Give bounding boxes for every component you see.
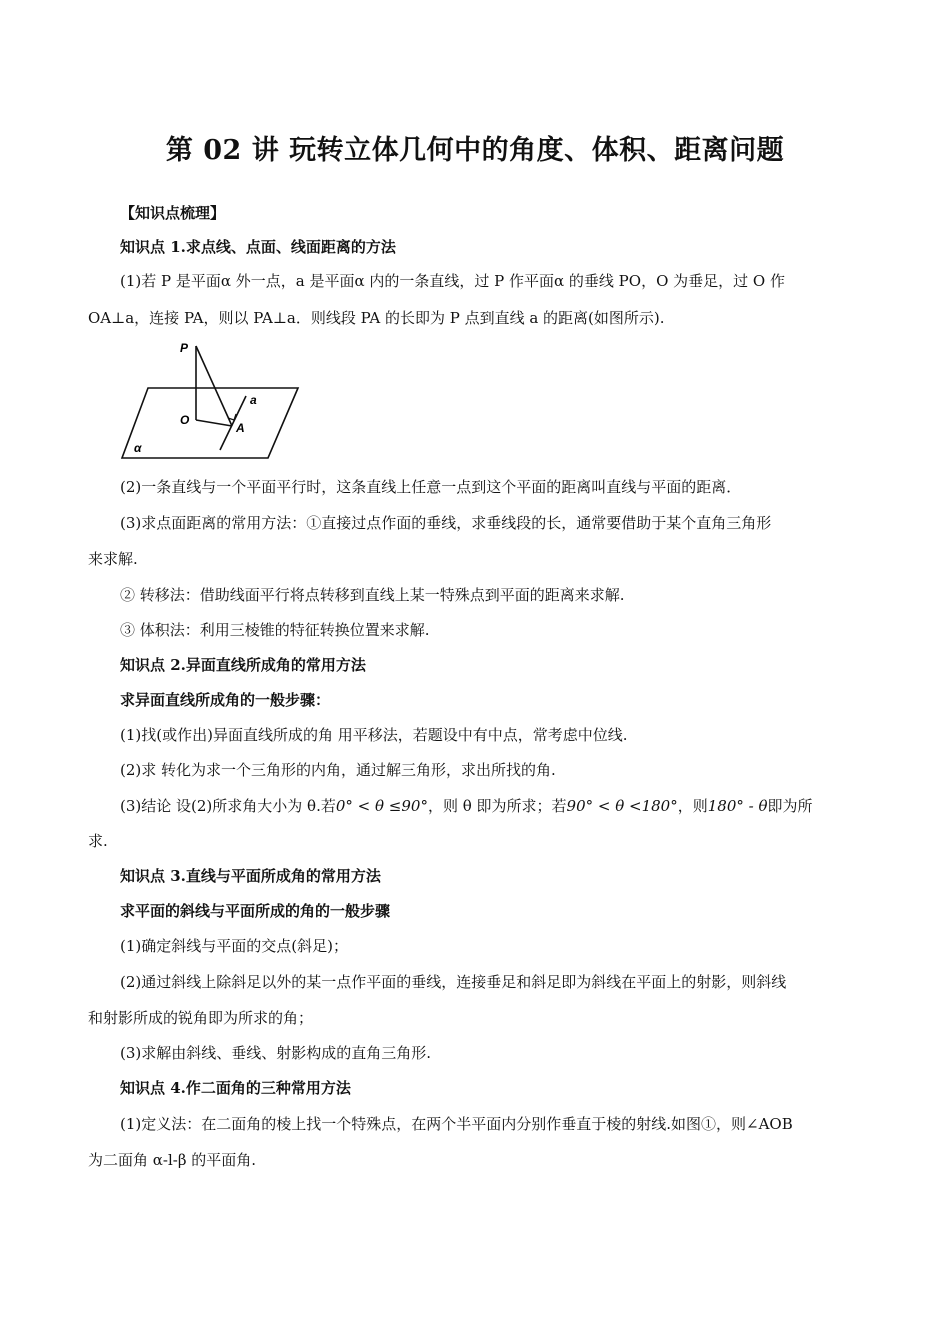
label-A: A xyxy=(236,421,245,435)
section-heading: 【知识点梳理】 xyxy=(120,204,226,222)
page-title: 第 02 讲 玩转立体几何中的角度、体积、距离问题 xyxy=(165,135,785,166)
kp2-step-3-text-b: ，则 θ 即为所求；若 xyxy=(427,797,567,815)
kp2-expression: 180° - θ xyxy=(707,797,768,815)
figure-svg xyxy=(118,338,308,463)
kp1-paragraph-1-line-1: (1)若 P 是平面α 外一点，a 是平面α 内的一条直线，过 P 作平面α 的垂线 PO，O 为垂足，过 O 作 xyxy=(120,272,785,290)
kp2-condition-1: 0° < θ ≤90° xyxy=(335,797,428,815)
kp3-heading: 知识点 3.直线与平面所成角的常用方法 xyxy=(120,867,381,885)
kp1-paragraph-4: ② 转移法：借助线面平行将点转移到直线上某一特殊点到平面的距离来求解. xyxy=(120,586,625,604)
segment-PA xyxy=(196,346,232,426)
label-P: P xyxy=(180,341,189,355)
kp1-paragraph-5: ③ 体积法：利用三棱锥的特征转换位置来求解. xyxy=(120,621,430,639)
kp3-step-3: (3)求解由斜线、垂线、射影构成的直角三角形. xyxy=(120,1044,432,1062)
kp4-step-1-line-1: (1)定义法：在二面角的棱上找一个特殊点，在两个半平面内分别作垂直于棱的射线.如图①，则∠AOB xyxy=(120,1115,793,1133)
kp2-step-3-line-2: 求. xyxy=(88,832,108,850)
kp2-step-1: (1)找(或作出)异面直线所成的角 用平移法，若题设中有中点，常考虑中位线. xyxy=(120,726,628,744)
kp1-paragraph-1-line-2: OA⊥a，连接 PA，则以 PA⊥a．则线段 PA 的长即为 P 点到直线 a 的距离(如图所示). xyxy=(88,309,665,327)
kp2-step-3-text-a: (3)结论 设(2)所求角大小为 θ.若 xyxy=(120,797,336,815)
kp1-paragraph-3-line-2: 来求解. xyxy=(88,550,138,568)
kp2-step-3-text-c: ，则 xyxy=(677,797,708,815)
kp2-condition-2: 90° < θ <180° xyxy=(566,797,678,815)
segment-OA xyxy=(196,420,232,426)
kp3-step-2-line-1: (2)通过斜线上除斜足以外的某一点作平面的垂线，连接垂足和斜足即为斜线在平面上的射影，则斜线 xyxy=(120,973,787,991)
perpendicular-distance-figure xyxy=(118,338,308,463)
kp4-heading: 知识点 4.作二面角的三种常用方法 xyxy=(120,1079,351,1097)
kp3-subheading: 求平面的斜线与平面所成的角的一般步骤 xyxy=(120,902,391,920)
kp1-paragraph-3-line-1: (3)求点面距离的常用方法：①直接过点作面的垂线，求垂线段的长，通常要借助于某个直角三角形 xyxy=(120,514,772,532)
kp1-heading: 知识点 1.求点线、点面、线面距离的方法 xyxy=(120,238,396,256)
kp3-step-1: (1)确定斜线与平面的交点(斜足)； xyxy=(120,937,348,955)
kp3-step-2-line-2: 和射影所成的锐角即为所求的角； xyxy=(88,1009,314,1027)
label-a: a xyxy=(250,393,257,407)
kp2-heading: 知识点 2.异面直线所成角的常用方法 xyxy=(120,656,366,674)
kp1-paragraph-2: (2)一条直线与一个平面平行时，这条直线上任意一点到这个平面的距离叫直线与平面的距离． xyxy=(120,478,742,496)
kp2-subheading: 求异面直线所成角的一般步骤： xyxy=(120,691,331,709)
kp2-step-3-line-1 xyxy=(120,795,813,817)
label-O: O xyxy=(180,413,190,427)
kp4-step-1-line-2: 为二面角 α-l-β 的平面角. xyxy=(88,1151,257,1169)
kp2-step-2: (2)求 转化为求一个三角形的内角，通过解三角形，求出所找的角. xyxy=(120,761,556,779)
label-alpha: α xyxy=(134,441,142,455)
kp2-step-3-text-d: 即为所 xyxy=(767,797,813,815)
